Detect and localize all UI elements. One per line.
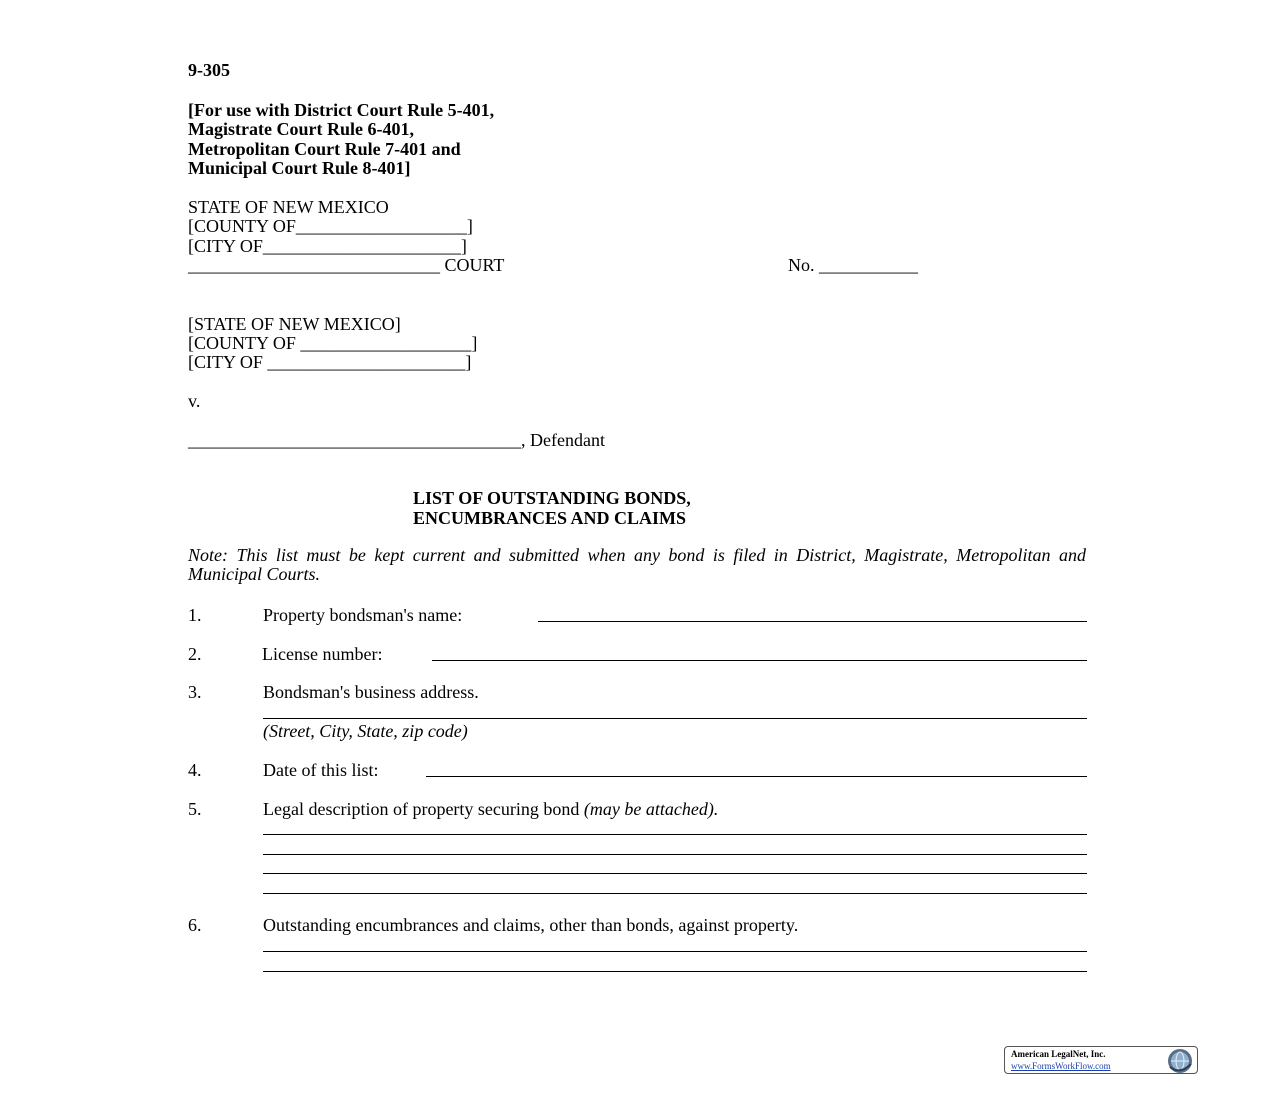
item-number: 5.	[188, 799, 202, 819]
business-address-label: Bondsman's business address.	[263, 682, 479, 702]
court-name-field[interactable]: ____________________________ COURT	[188, 255, 505, 275]
rule-note-line: Municipal Court Rule 8-401]	[188, 158, 411, 178]
plaintiff-city-field[interactable]: [CITY OF ______________________]	[188, 352, 472, 372]
encumbrances-field[interactable]	[263, 971, 1087, 972]
court-county-field[interactable]: [COUNTY OF___________________]	[188, 216, 473, 236]
plaintiff-county-field[interactable]: [COUNTY OF ___________________]	[188, 333, 478, 353]
court-state: STATE OF NEW MEXICO	[188, 197, 389, 217]
address-format-hint: (Street, City, State, zip code)	[263, 721, 468, 741]
legal-description-label: Legal description of property securing bond (may be attached).	[263, 799, 719, 819]
list-date-label: Date of this list:	[263, 760, 379, 780]
item-number: 2.	[188, 644, 202, 664]
rule-note-line: Magistrate Court Rule 6-401,	[188, 119, 414, 139]
encumbrances-label: Outstanding encumbrances and claims, other than bonds, against property.	[263, 915, 799, 935]
license-number-label: License number:	[262, 644, 383, 664]
business-address-field[interactable]	[263, 718, 1087, 719]
document-title: ENCUMBRANCES AND CLAIMS	[413, 508, 687, 528]
encumbrances-field[interactable]	[263, 951, 1087, 952]
item-number: 1.	[188, 605, 202, 625]
rule-note-line: Metropolitan Court Rule 7-401 and	[188, 139, 461, 159]
rule-note-line: [For use with District Court Rule 5-401,	[188, 100, 495, 120]
versus: v.	[188, 391, 201, 411]
case-number-field[interactable]: No. ___________	[788, 255, 918, 275]
legal-description-field[interactable]	[263, 893, 1087, 894]
legal-description-field[interactable]	[263, 834, 1087, 835]
legal-description-field[interactable]	[263, 854, 1087, 855]
form-number: 9-305	[188, 60, 230, 80]
court-city-field[interactable]: [CITY OF______________________]	[188, 236, 467, 256]
badge-link[interactable]: www.FormsWorkFlow.com	[1011, 1061, 1111, 1071]
license-number-field[interactable]	[432, 660, 1087, 661]
item-number: 3.	[188, 682, 202, 702]
list-date-field[interactable]	[426, 776, 1087, 777]
plaintiff-state: [STATE OF NEW MEXICO]	[188, 314, 401, 334]
defendant-field[interactable]: _____________________________________, Defendant	[188, 430, 605, 450]
bondsman-name-field[interactable]	[538, 621, 1087, 622]
filing-note: Note: This list must be kept current and submitted when any bond is filed in District, Magistrate, Metropolitan and Municipal Courts.	[188, 545, 1086, 584]
footer-badge	[1004, 1046, 1198, 1074]
item-number: 4.	[188, 760, 202, 780]
globe-icon	[1167, 1048, 1193, 1074]
legal-description-field[interactable]	[263, 873, 1087, 874]
item-number: 6.	[188, 915, 202, 935]
bondsman-name-label: Property bondsman's name:	[263, 605, 463, 625]
badge-company: American LegalNet, Inc.	[1011, 1049, 1106, 1059]
document-title: LIST OF OUTSTANDING BONDS,	[413, 488, 691, 508]
